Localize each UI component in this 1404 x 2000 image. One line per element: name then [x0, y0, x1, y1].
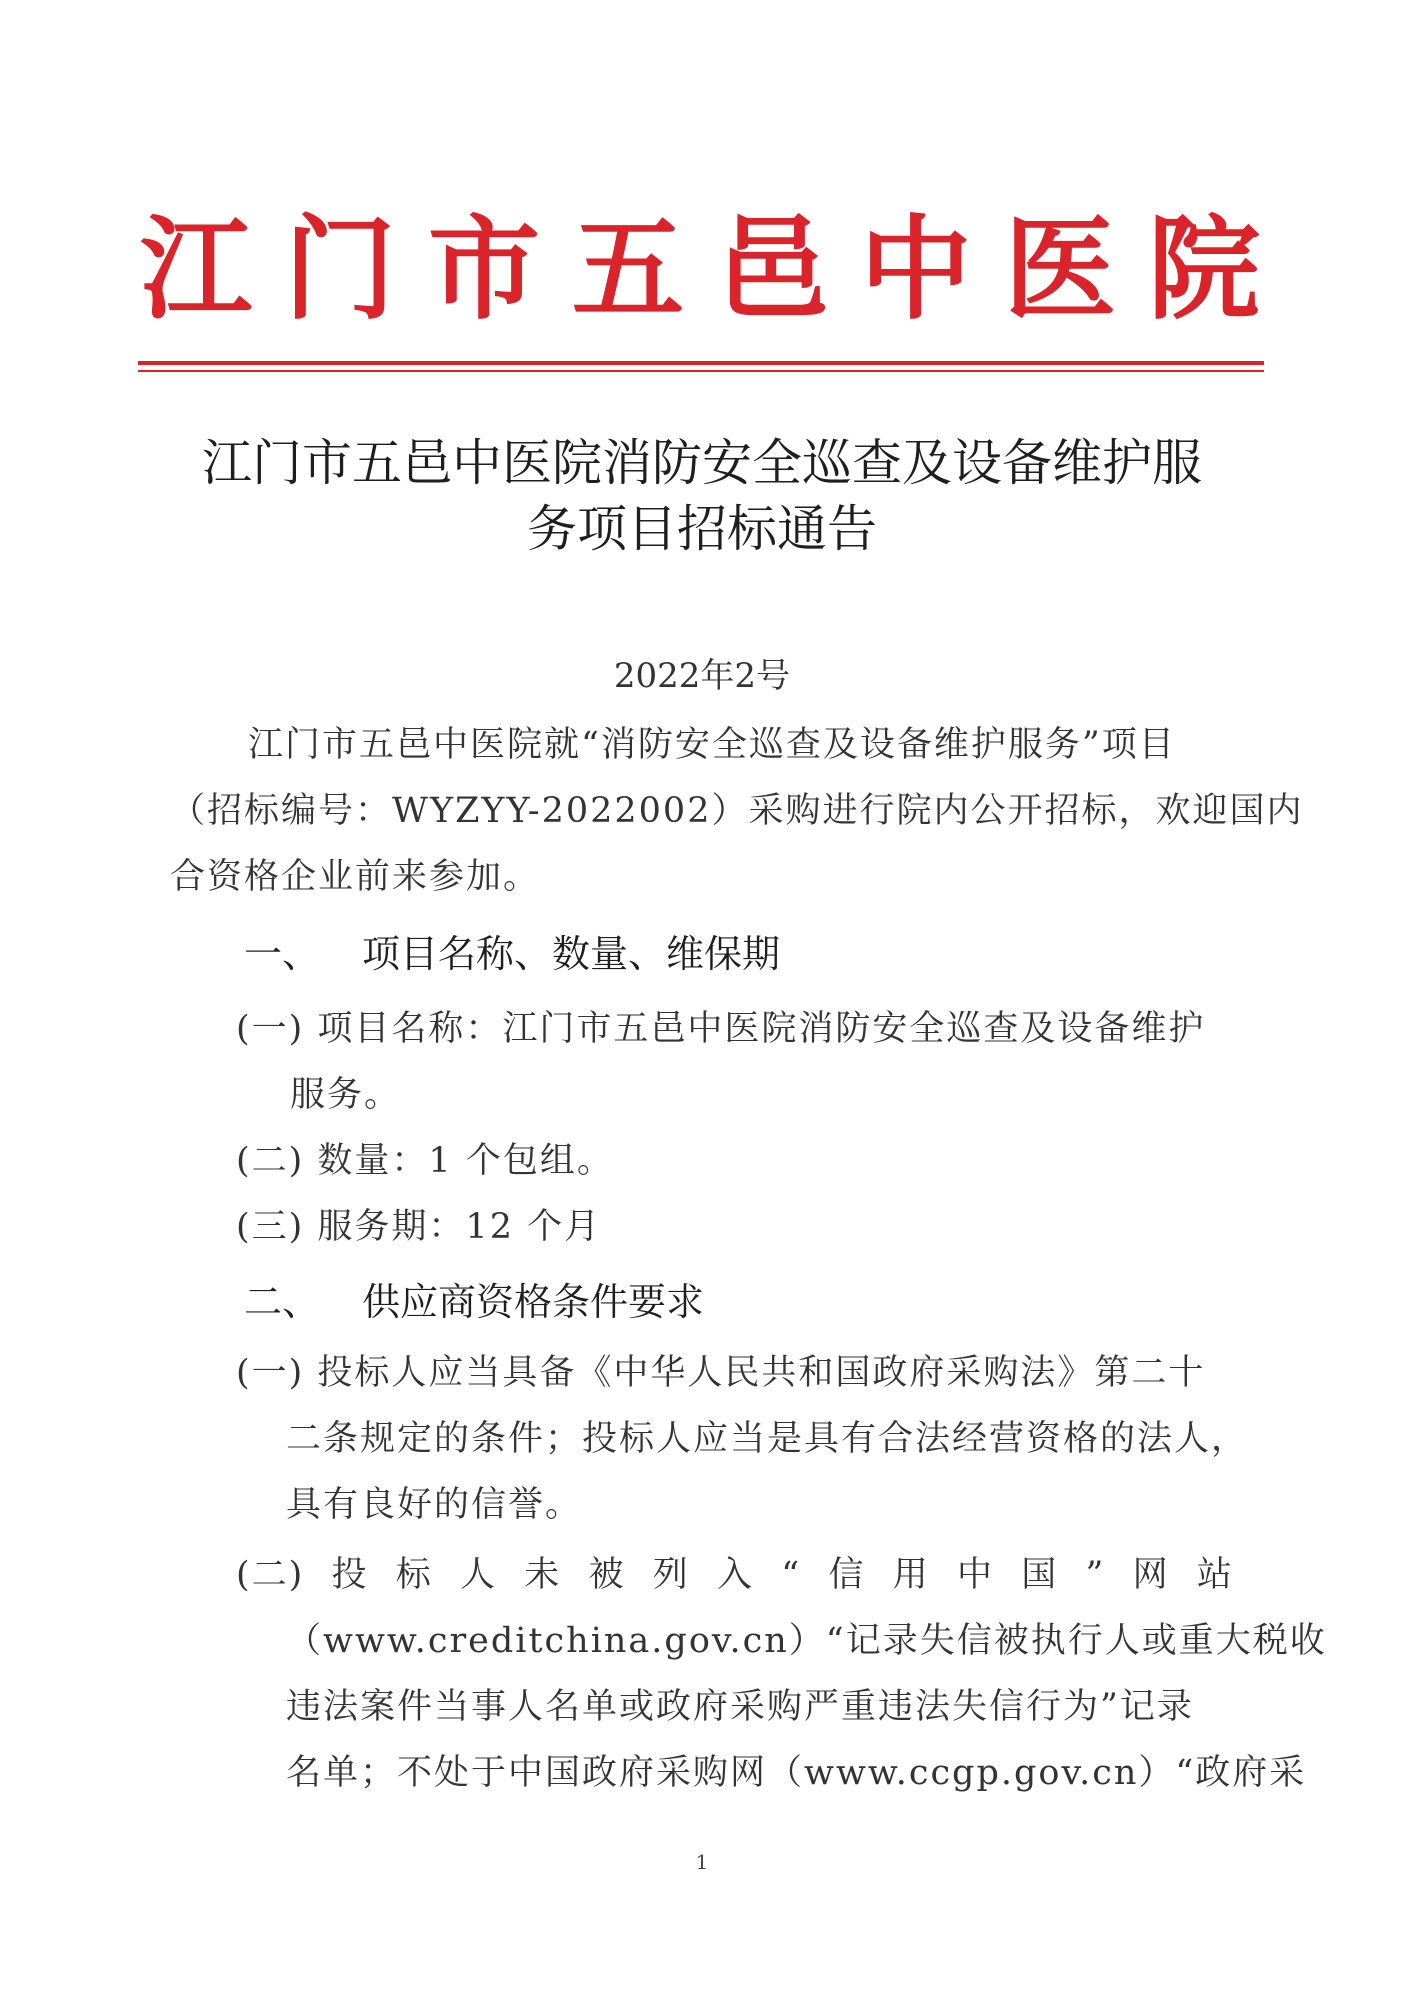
justified-token: 投	[331, 1555, 369, 1595]
section-2-item-2-line-4: 名单；不处于中国政府采购网（www.ccgp.gov.cn）“政府采	[286, 1753, 1307, 1793]
section-2-item-1-line-3: 具有良好的信誉。	[286, 1485, 583, 1525]
justified-token: ”	[1085, 1555, 1106, 1595]
justified-token: 信	[828, 1555, 866, 1595]
masthead-divider-thin	[138, 370, 1264, 372]
document-title	[150, 430, 1254, 562]
section-2-number: 二、	[244, 1280, 321, 1324]
section-1-item-2: (二) 数量：1 个包组。	[236, 1141, 614, 1181]
justified-token: 未	[524, 1555, 562, 1595]
justified-token: “	[781, 1555, 802, 1595]
masthead-char: 邑	[716, 204, 828, 335]
justified-token: 被	[588, 1555, 626, 1595]
section-1-number: 一、	[244, 932, 321, 976]
justified-token: 网	[1132, 1555, 1170, 1595]
justified-token: 标	[395, 1555, 433, 1595]
section-2-item-2-line-2: （www.creditchina.gov.cn）“记录失信被执行人或重大税收	[286, 1621, 1327, 1661]
section-1-item-3: (三) 服务期：12 个月	[236, 1207, 602, 1247]
section-2-item-2-line-1	[236, 1542, 1234, 1608]
masthead-char: 中	[860, 204, 972, 335]
justified-token: 用	[892, 1555, 930, 1595]
masthead-char: 五	[572, 204, 684, 335]
justified-token: 列	[652, 1555, 690, 1595]
section-1-item-1-line-2: 服务。	[290, 1075, 402, 1115]
masthead-char: 市	[428, 204, 540, 335]
page-number: 1	[695, 1850, 709, 1874]
masthead-char: 院	[1148, 204, 1260, 335]
intro-line-1: 江门市五邑中医院就“消防安全巡查及设备维护服务”项目	[248, 725, 1176, 765]
section-1-title: 项目名称、数量、维保期	[362, 932, 781, 976]
justified-token: 人	[460, 1555, 498, 1595]
section-2-heading	[244, 1272, 704, 1332]
section-1-item-1-line-1: (一) 项目名称：江门市五邑中医院消防安全巡查及设备维护	[236, 1009, 1206, 1049]
document-number: 2022年2号	[613, 656, 791, 696]
title-line-2: 务项目招标通告	[527, 500, 877, 558]
section-2-item-1-line-1: (一) 投标人应当具备《中华人民共和国政府采购法》第二十	[236, 1353, 1206, 1393]
justified-token: 中	[956, 1555, 994, 1595]
intro-line-2: （招标编号：WYZYY-2022002）采购进行院内公开招标，欢迎国内	[170, 791, 1304, 831]
section-2-title: 供应商资格条件要求	[362, 1280, 705, 1324]
masthead-char: 医	[1004, 204, 1116, 335]
section-1-heading	[244, 924, 780, 984]
justified-token: 站	[1196, 1555, 1234, 1595]
justified-token: (二)	[236, 1555, 305, 1595]
section-2-item-2-line-3: 违法案件当事人名单或政府采购严重违法失信行为”记录	[286, 1687, 1194, 1727]
title-line-1: 江门市五邑中医院消防安全巡查及设备维护服	[202, 434, 1202, 492]
masthead	[140, 205, 1260, 335]
justified-token: 入	[717, 1555, 755, 1595]
masthead-char: 门	[284, 204, 396, 335]
intro-line-3: 合资格企业前来参加。	[170, 857, 541, 897]
masthead-divider-thick	[138, 361, 1264, 365]
section-2-item-1-line-2: 二条规定的条件；投标人应当是具有合法经营资格的法人，	[286, 1419, 1249, 1459]
masthead-char: 江	[140, 204, 252, 335]
justified-token: 国	[1021, 1555, 1059, 1595]
